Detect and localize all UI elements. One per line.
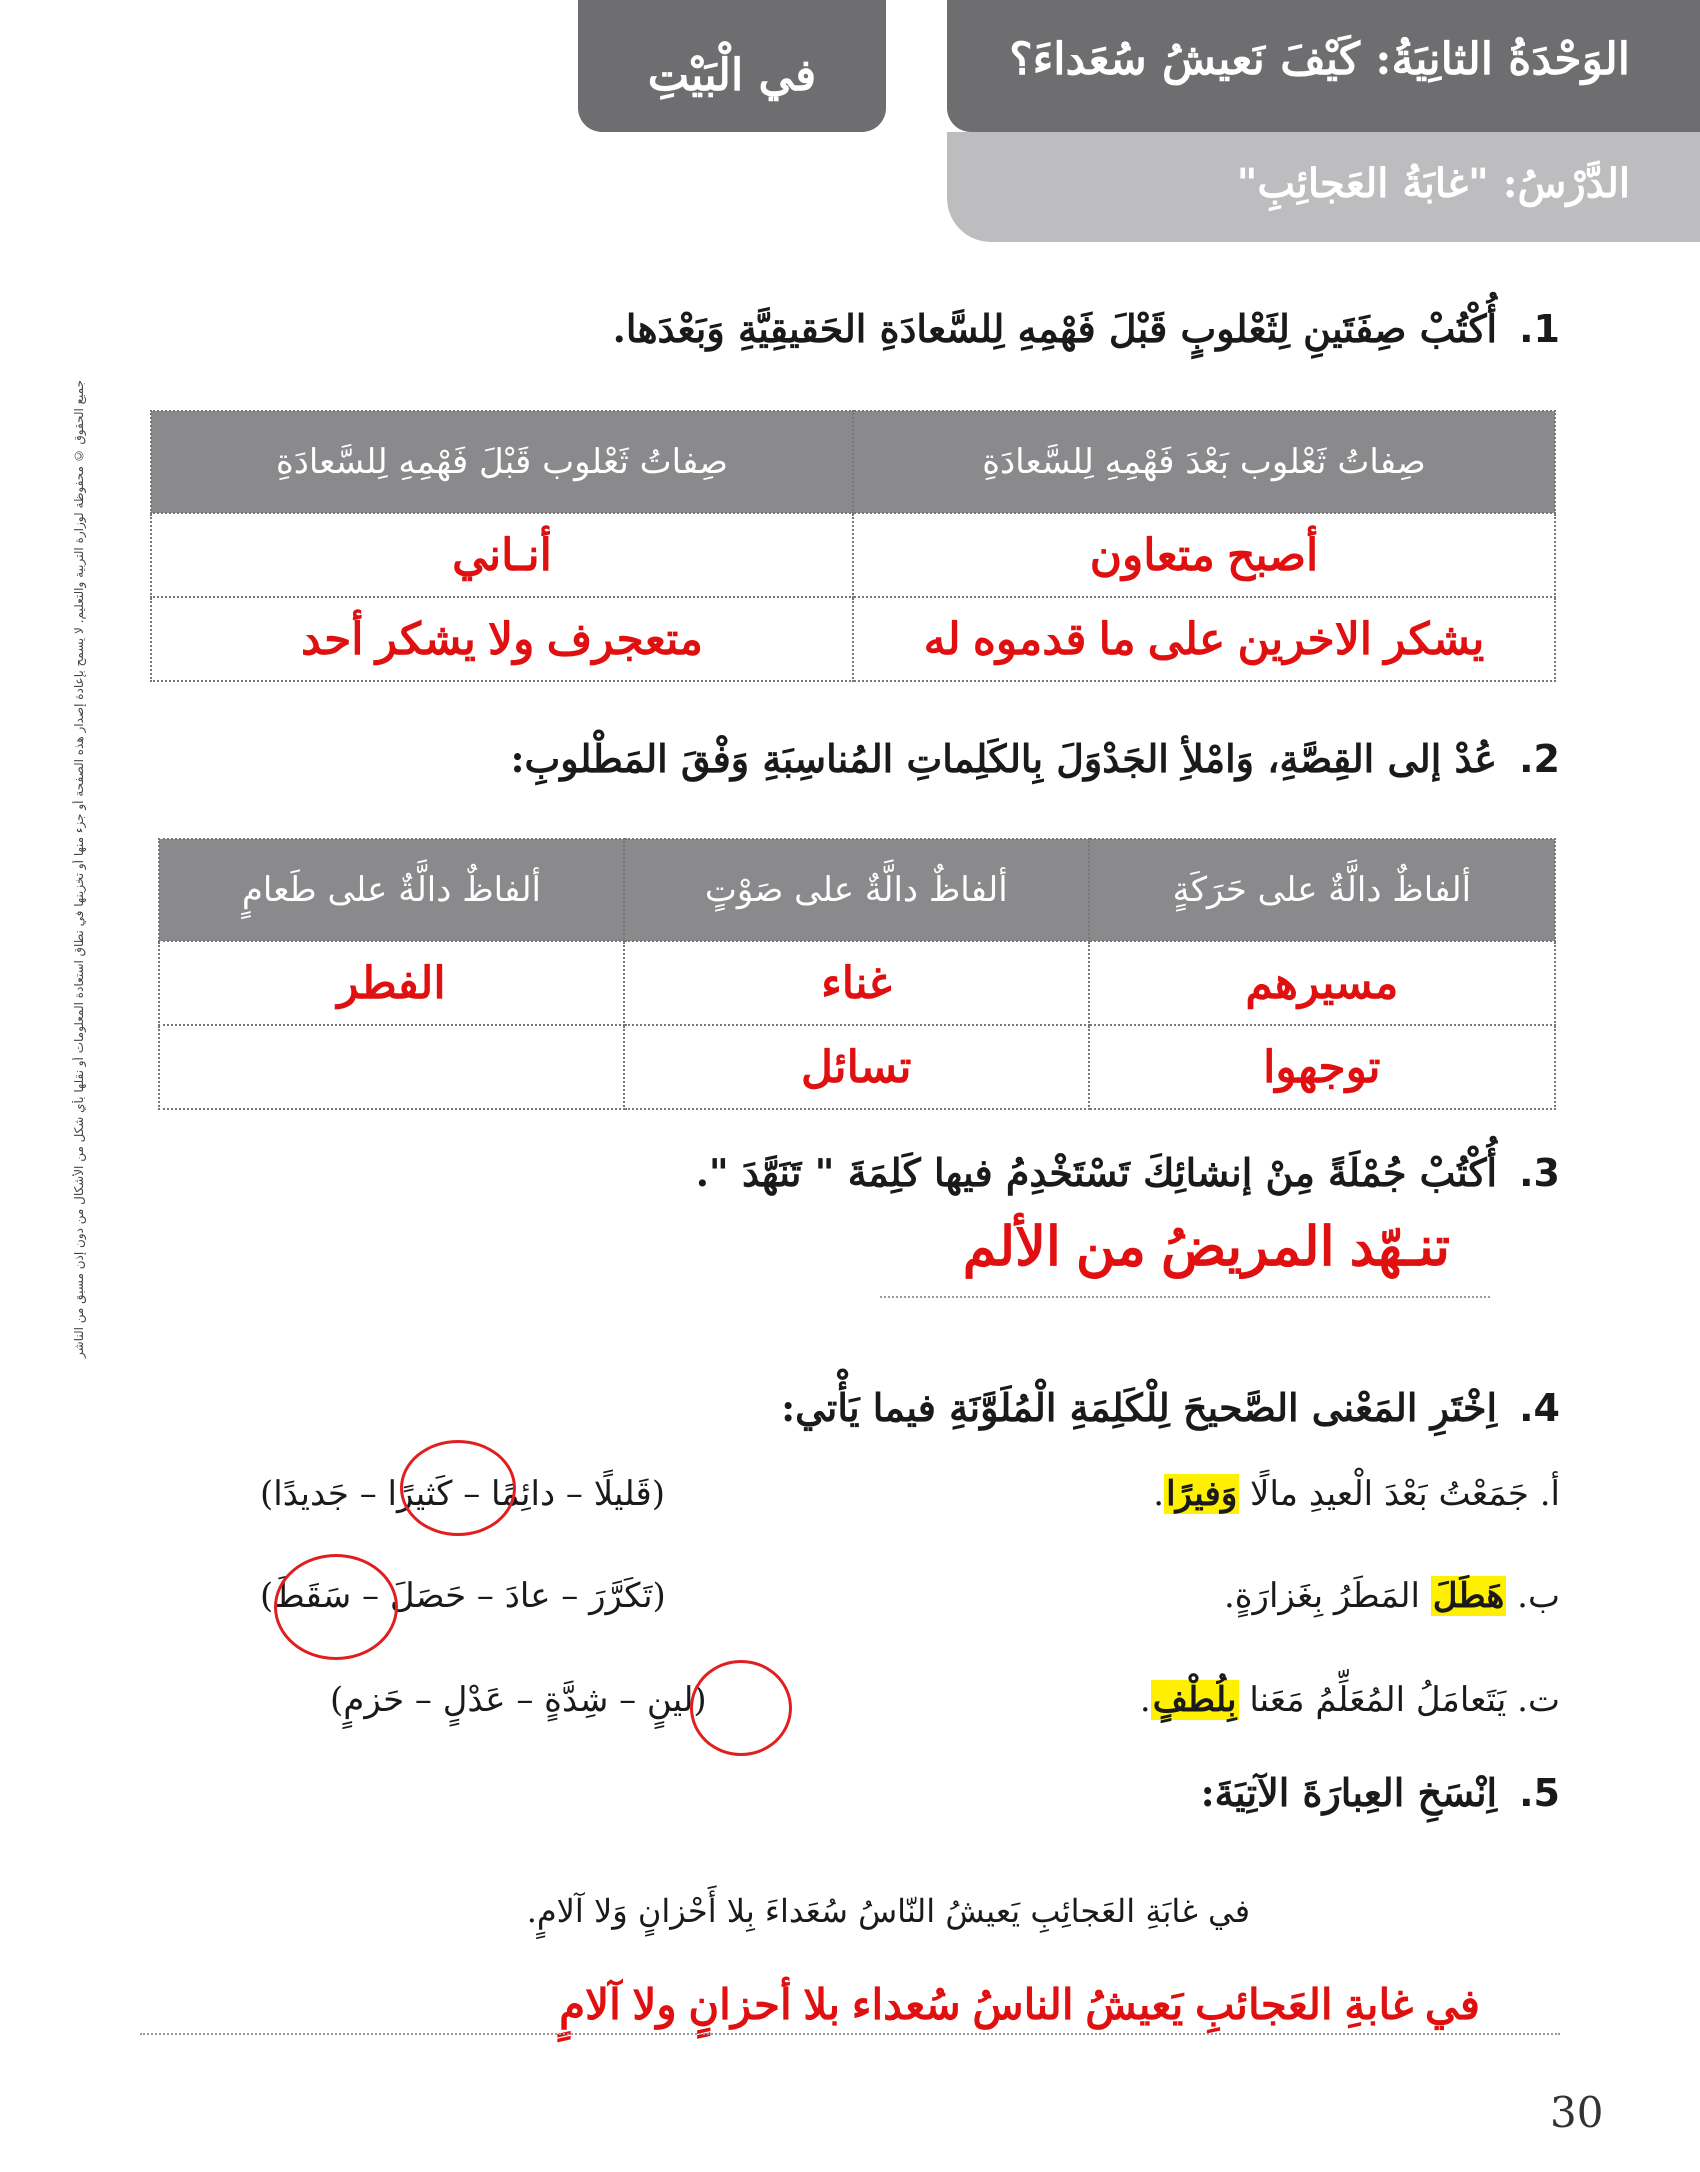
question-number: 2. (1519, 737, 1560, 781)
highlighted-word: وَفيرًا (1166, 1474, 1238, 1514)
answer-cell[interactable]: أصبح متعاون (853, 513, 1555, 597)
answer-line (140, 2033, 1560, 2035)
question-5 (1201, 1770, 1560, 1815)
answer-cell[interactable]: يشكر الاخرين على ما قدموه له (853, 597, 1555, 681)
answer-cell[interactable] (159, 1025, 624, 1109)
question-number: 5. (1519, 1771, 1560, 1815)
unit-title: الوَحْدَةُ الثانِيَةُ: كَيْفَ نَعيشُ سُعَداءَ؟ (1009, 34, 1630, 85)
item-letter: ب. (1517, 1576, 1560, 1616)
question-text: أُكْتُبْ صِفَتَينِ لِثَعْلوبٍ قَبْلَ فَهْمِهِ لِلسَّعادَةِ الحَقيقِيَّةِ وَبَعْدَها. (612, 306, 1498, 351)
answer-cell[interactable]: مسيرهم (1089, 941, 1555, 1025)
answer-circle (690, 1660, 792, 1756)
answer-cell[interactable]: توجهوا (1089, 1025, 1555, 1109)
home-tab-label: في الْبَيْتِ (647, 50, 817, 101)
sentence-text: . (1139, 1680, 1151, 1720)
table-header: صِفاتُ ثَعْلوب قَبْلَ فَهْمِهِ لِلسَّعادَةِ (151, 411, 853, 513)
q4-sentence (1224, 1576, 1560, 1616)
q4-item (140, 1474, 1560, 1544)
q5-answer[interactable]: في غابةِ العَجائبِ يَعيشُ الناسُ سُعداء بلا أحزانٍ ولا آلامٍ (559, 1981, 1480, 2028)
answer-circle (400, 1440, 516, 1536)
question-3 (696, 1150, 1560, 1195)
question-number: 4. (1519, 1386, 1560, 1430)
table-header: صِفاتُ ثَعْلوب بَعْدَ فَهْمِهِ لِلسَّعادَةِ (853, 411, 1555, 513)
sentence-text: يَتَعامَلُ المُعَلِّمُ مَعَنا (1249, 1680, 1507, 1720)
table-header: ألفاظٌ دالَّةٌ على حَرَكَةٍ (1089, 839, 1555, 941)
page-number: 30 (1550, 2088, 1604, 2137)
sentence-text: جَمَعْتُ بَعْدَ الْعيدِ مالًا (1250, 1474, 1529, 1514)
answer-circle (274, 1554, 398, 1660)
item-letter: ت. (1517, 1680, 1560, 1720)
table-header: ألفاظٌ دالَّةٌ على طَعامٍ (159, 839, 624, 941)
lesson-title: الدَّرْسُ: "غابَةُ العَجائِبِ" (1236, 160, 1630, 207)
answer-line (880, 1296, 1490, 1298)
answer-cell[interactable]: تسائل (624, 1025, 1089, 1109)
question-4 (781, 1385, 1560, 1430)
q2-table (158, 838, 1556, 1110)
q1-table (150, 410, 1556, 682)
question-number: 1. (1519, 307, 1560, 351)
question-text: أُكْتُبْ جُمْلَةً مِنْ إنشائِكَ تَسْتَخْدِمُ فيها كَلِمَةَ " تَنَهَّدَ ". (695, 1150, 1498, 1195)
sentence-text: المَطَرُ بِغَزارَةٍ. (1223, 1576, 1420, 1616)
answer-cell[interactable]: متعجرف ولا يشكر أحد (151, 597, 853, 681)
sentence-text: . (1153, 1474, 1165, 1514)
highlighted-word: بِلُطْفٍ (1152, 1680, 1237, 1720)
q4-options[interactable]: (قَليلًا – دائِمًا – كَثيرًا – جَديدًا) (260, 1474, 666, 1514)
question-text: اِنْسَخِ العِبارَةَ الآتِيَةَ: (1200, 1770, 1498, 1815)
question-2 (510, 736, 1560, 781)
q4-item (140, 1680, 1560, 1750)
highlighted-word: هَطَلَ (1432, 1576, 1505, 1616)
table-header: ألفاظٌ دالَّةٌ على صَوْتٍ (624, 839, 1089, 941)
copyright-note: جميع الحقوق © محفوظة لوزارة التربية والتعليم. لا يسمح بإعادة إصدار هذه الصفحة أو جزء منها أو تخزينها في نطاق استعادة المعلومات أو نقلها بأي شكل من الأشكال من دون إذن مسبق من الناشر (72, 380, 86, 1358)
item-letter: أ. (1539, 1474, 1560, 1514)
q4-options[interactable]: (لينٍ – شِدَّةٍ – عَدْلٍ – حَزمٍ) (330, 1680, 707, 1720)
question-1 (613, 306, 1560, 351)
answer-cell[interactable]: أنـاني (151, 513, 853, 597)
question-text: اِخْتَرِ المَعْنى الصَّحيحَ لِلْكَلِمَةِ الْمُلَوَّنَةِ فيما يَأْتي: (781, 1385, 1498, 1430)
q4-sentence (1140, 1680, 1560, 1720)
answer-cell[interactable]: الفطر (159, 941, 624, 1025)
answer-cell[interactable]: غناء (624, 941, 1089, 1025)
question-text: عُدْ إلى القِصَّةِ، وَامْلأِ الجَدْوَلَ بِالكَلِماتِ المُناسِبَةِ وَفْقَ المَطْلوبِ: (510, 736, 1498, 781)
q4-sentence (1153, 1474, 1560, 1514)
q5-sentence: في غابَةِ العَجائِبِ يَعيشُ النّاسُ سُعَداءَ بِلا أَحْزانٍ وَلا آلامٍ. (526, 1892, 1250, 1930)
q4-options[interactable]: (تَكَرَّرَ – عادَ – حَصَلَ – سَقَطَ) (260, 1576, 666, 1616)
q3-answer[interactable]: تنـهّد المريضُ من الألم (962, 1217, 1450, 1277)
question-number: 3. (1519, 1151, 1560, 1195)
